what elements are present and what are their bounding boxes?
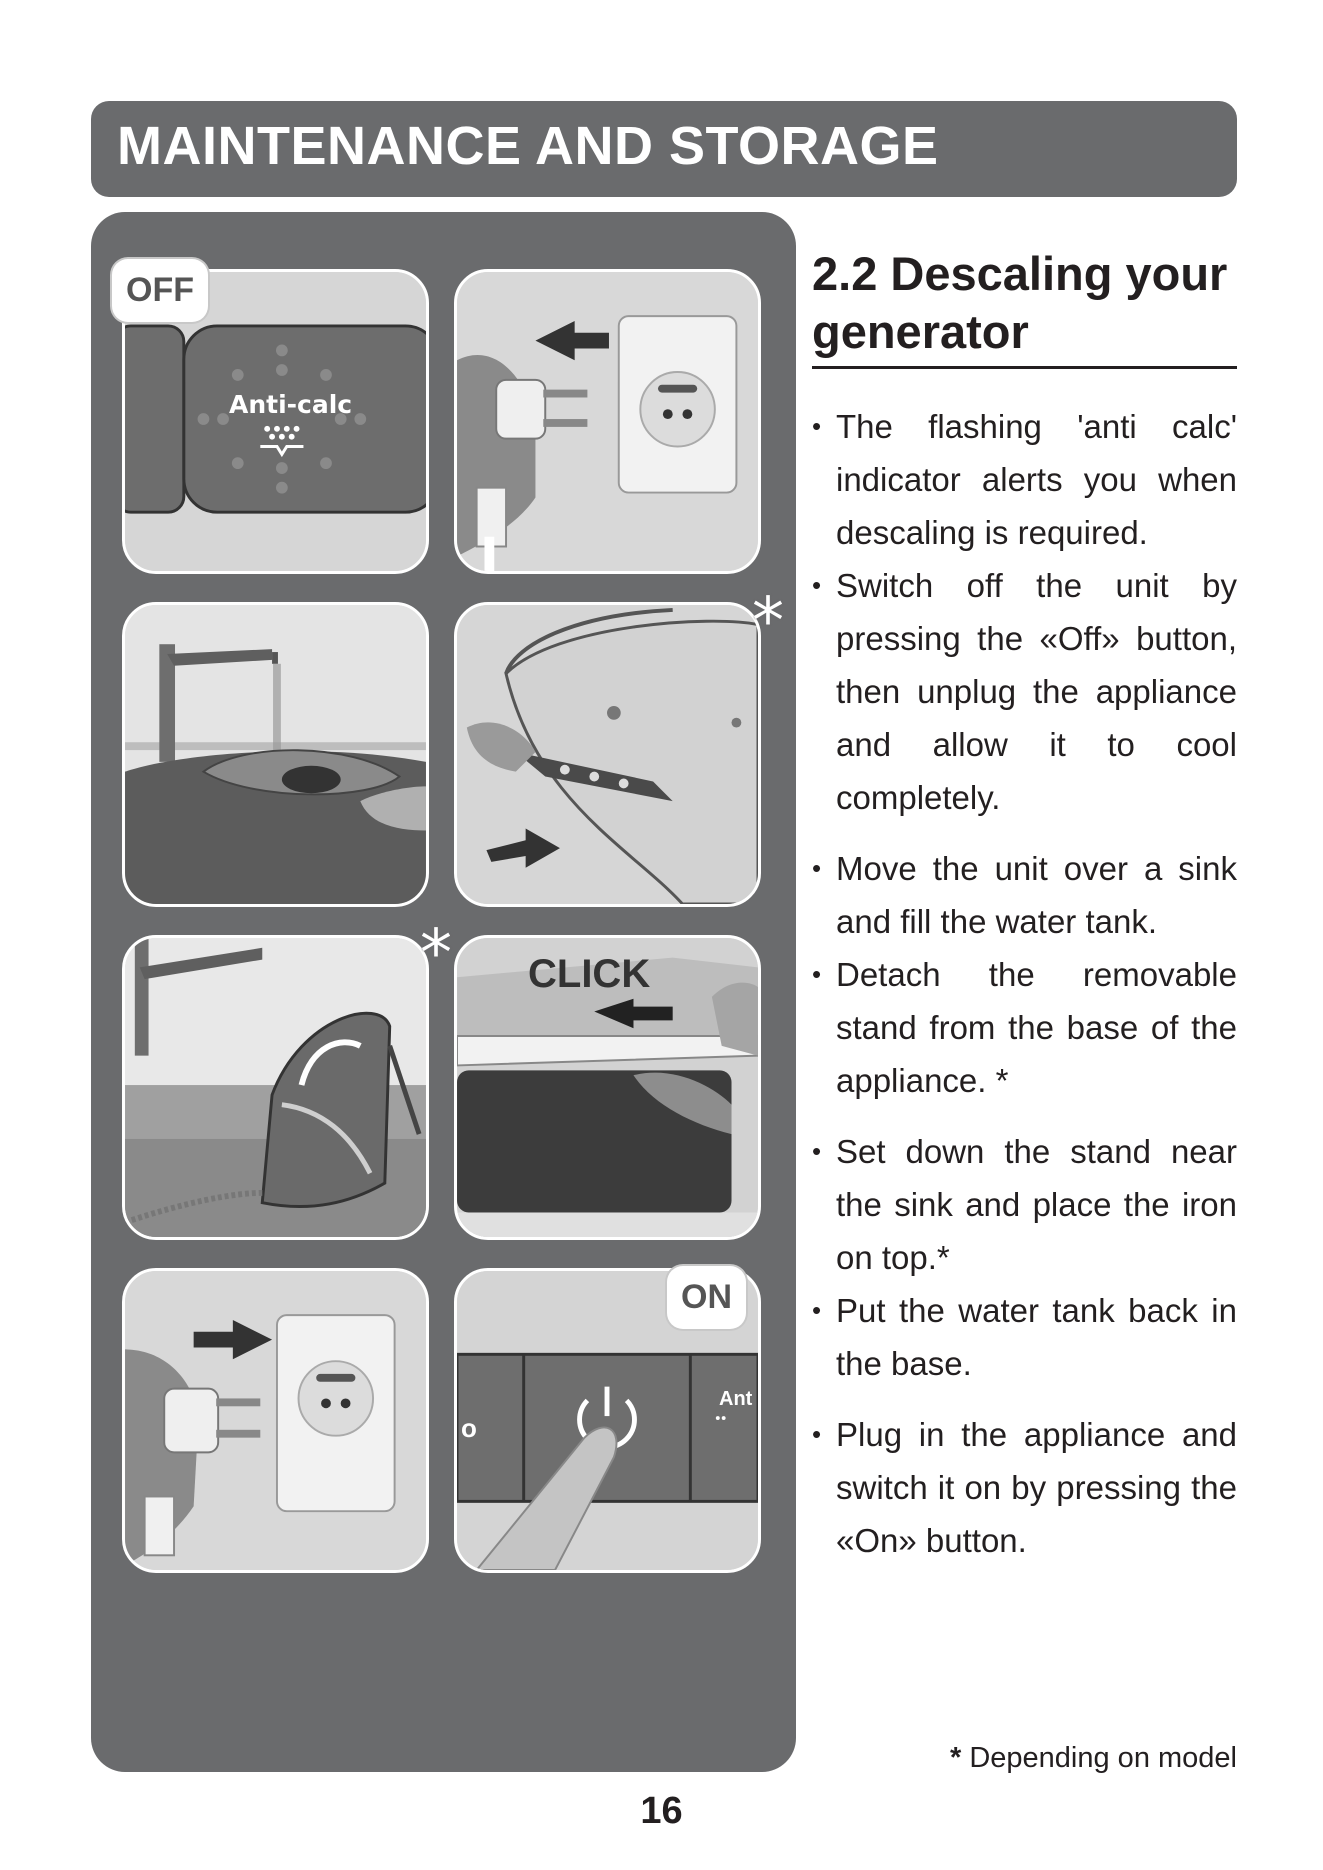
footnote-text: Depending on model bbox=[969, 1742, 1237, 1774]
depending-on-model-asterisk-2: * bbox=[420, 917, 452, 991]
illustration-panel bbox=[91, 212, 796, 1772]
illustration-fill-tank bbox=[122, 602, 429, 907]
list-item: • Switch off the unit by pressing the «Off» button, then unplug the appliance and allow it to cool completely. bbox=[812, 559, 1237, 824]
title-underline bbox=[812, 366, 1237, 369]
list-item: • The flashing 'anti calc' indicator alerts you when descaling is required. bbox=[812, 400, 1237, 559]
page-number: 16 bbox=[640, 1790, 683, 1832]
depending-on-model-asterisk-1: * bbox=[752, 585, 784, 659]
list-item: • Set down the stand near the sink and place the iron on top.* bbox=[812, 1125, 1237, 1284]
footnote-mark: * bbox=[949, 1742, 962, 1774]
footnote bbox=[950, 1742, 1237, 1775]
section-title: 2.2 Descaling your generator bbox=[812, 247, 1228, 358]
list-item: • Put the water tank back in the base. bbox=[812, 1284, 1237, 1390]
instruction-list bbox=[812, 400, 1237, 1567]
list-item: • Move the unit over a sink and fill the water tank. bbox=[812, 842, 1237, 948]
page-title: MAINTENANCE AND STORAGE bbox=[117, 116, 939, 176]
illustration-iron-on-stand bbox=[122, 935, 429, 1240]
list-item: • Detach the removable stand from the base of the appliance. * bbox=[812, 948, 1237, 1107]
list-item: • Plug in the appliance and switch it on by pressing the «On» button. bbox=[812, 1408, 1237, 1567]
illustration-plug-in bbox=[122, 1268, 429, 1573]
on-tag: ON bbox=[667, 1266, 746, 1329]
section-header-bar bbox=[91, 101, 1237, 197]
click-label: CLICK bbox=[528, 952, 651, 996]
panel-partial-right-label: Ant bbox=[719, 1388, 753, 1410]
illustration-unplug bbox=[454, 269, 761, 574]
off-tag: OFF bbox=[112, 259, 208, 322]
illustration-detach-stand bbox=[454, 602, 761, 907]
anticalc-label: Anti-calc bbox=[229, 390, 353, 419]
panel-partial-left-label: o bbox=[461, 1413, 477, 1443]
